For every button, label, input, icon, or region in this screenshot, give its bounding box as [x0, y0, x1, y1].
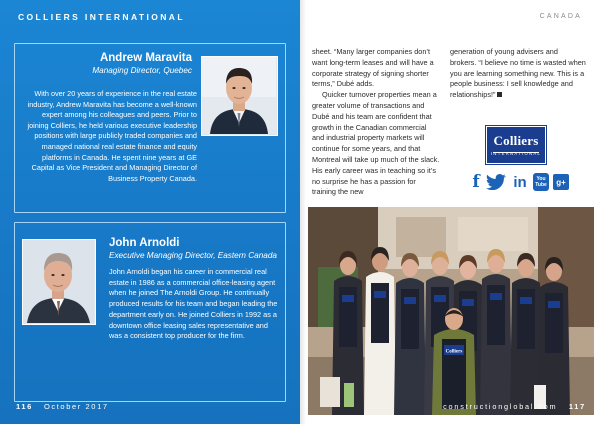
article-paragraph: sheet. “Many larger companies don’t want long-term leases and will have a corporate strategy of signing shorter terms,” Dubé adds. [312, 47, 434, 89]
apron-logo-badge [490, 293, 502, 300]
apron-logo-badge [404, 297, 416, 304]
portrait-photo-john [22, 239, 96, 325]
twitter-icon[interactable] [485, 174, 507, 190]
brand-header: COLLIERS INTERNATIONAL [18, 12, 185, 22]
apron-logo-badge [342, 295, 354, 302]
profile-name: Andrew Maravita [99, 52, 192, 64]
section-label: CANADA [539, 13, 582, 20]
social-icons [471, 172, 569, 192]
apron-logo-badge [434, 295, 446, 302]
article-paragraph: Quicker turnover properties mean a greater volume of transactions and Dubé and his team are confident that growth in the Canadian commercial and industrial property markets will continue for some years, and that Montreal will take up much of the slack. His early career was in teaching so it’s no surprise he has a passion for training the new [312, 90, 440, 197]
issue-date: October 2017 [43, 402, 109, 411]
youtube-icon[interactable] [533, 173, 549, 191]
portrait-john-image [23, 240, 94, 323]
team-photo [308, 207, 594, 415]
apron-logo-badge [374, 291, 386, 298]
article-paragraph [450, 47, 586, 101]
colliers-logo [486, 126, 546, 164]
end-of-article-mark [497, 92, 502, 97]
apron-logo-badge [548, 301, 560, 308]
team-photo-image [308, 207, 594, 415]
page-gutter-shadow [300, 0, 306, 424]
article-column-2 [450, 47, 586, 101]
profile-card-andrew [14, 43, 286, 213]
profile-card-john [14, 222, 286, 402]
right-page [300, 0, 600, 424]
facebook-icon[interactable]: f [472, 172, 480, 192]
logo-wordmark: Colliers [493, 133, 539, 148]
profile-role: Managing Director, Quebec [92, 66, 192, 75]
portrait-andrew-image [202, 57, 276, 134]
profile-name: John Arnoldi [109, 237, 180, 249]
apron-logo-badge [462, 299, 474, 306]
folio-left [16, 402, 109, 411]
youtube-label-top: You [536, 176, 546, 182]
website-url: constructionglobal.com [443, 402, 558, 411]
profile-bio: John Arnoldi began his career in commercial real estate in 1986 as a commercial office-leasing agent when he joined The Arnoldi Group. He continually produced results for his team and began leading the department early on. He joined Colliers in 1992 as a downtown office leasing sales representative and was a consistent top producer for the firm. [109, 267, 278, 341]
page-number-left: 116 [16, 402, 33, 411]
google-plus-icon[interactable]: g+ [553, 174, 569, 190]
linkedin-icon[interactable]: in [513, 173, 527, 191]
article-column-1 [312, 47, 440, 198]
profile-bio: With over 20 years of experience in the real estate industry, Andrew Maravita has become a well-known expert among his colleagues and peers. Prior to joining Colliers, he held various executive leadership positions with large publicly traded companies and managed national real estate finance and equity platforms in Canada. He spent nine years at GE Capital as Vice President and Managing Director of Business Property Canada. [27, 89, 197, 183]
logo-rule [493, 152, 539, 153]
youtube-label-bottom: Tube [535, 182, 547, 188]
apron-logo-badge [520, 297, 532, 304]
profile-role: Executive Managing Director, Eastern Canada [109, 251, 277, 260]
portrait-photo-andrew [201, 56, 278, 136]
logo-subtitle: INTERNATIONAL [490, 151, 542, 156]
twitter-bird-icon [485, 174, 507, 190]
apron-logo-text: Colliers [445, 349, 463, 355]
page-number-right: 117 [568, 402, 586, 411]
folio-right [443, 402, 586, 411]
article-paragraph-text: generation of young advisers and brokers. “I believe no time is wasted when you are learning something new. This is a people business: I sell knowledge and relationships!” [450, 47, 586, 100]
